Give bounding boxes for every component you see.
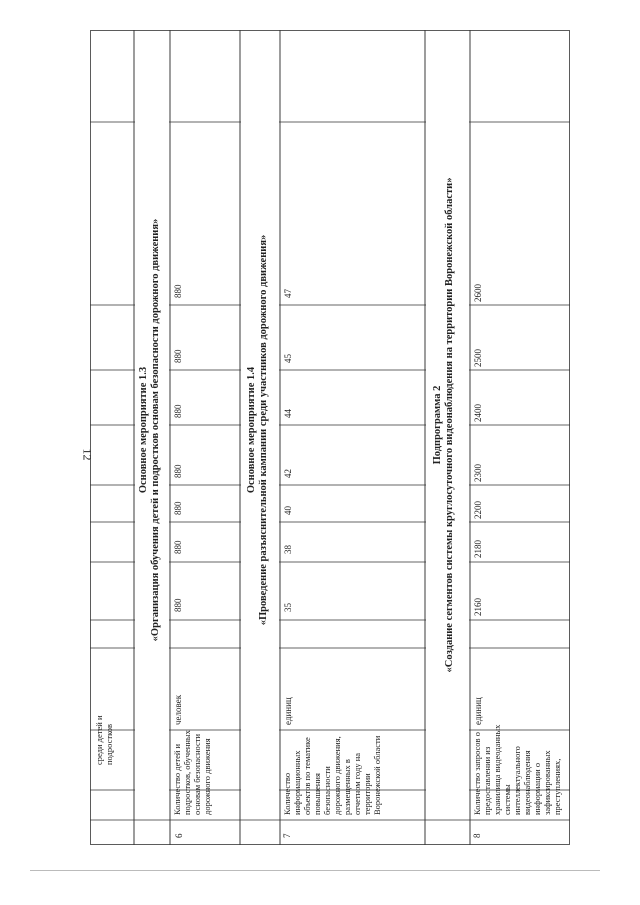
row-value: 880 <box>173 540 183 554</box>
section-heading-1: Основное мероприятие 1.3 «Организация обучения детей и подростков основам безопасности дорожного движения» <box>138 218 161 642</box>
row-unit-7: единиц <box>283 697 293 725</box>
row-number-8: 8 <box>472 833 482 838</box>
row-value: 47 <box>283 289 293 298</box>
row-value: 880 <box>173 404 183 418</box>
row-value: 2180 <box>473 540 483 558</box>
prev-row-text: среди детей и подростков <box>94 715 114 765</box>
row-value: 2500 <box>473 349 483 367</box>
indicator-table <box>90 30 570 845</box>
row-value: 2200 <box>473 501 483 519</box>
row-value: 880 <box>173 349 183 363</box>
row-value: 880 <box>173 464 183 478</box>
row-name-6: Количество детей и подростков, обученных основам безопасности дорожного движения <box>172 730 212 815</box>
row-value: 38 <box>283 545 293 554</box>
row-unit-8: единиц <box>473 697 483 725</box>
section-heading-3: Подпрограмма 2 «Создание сегментов системы круглосуточного видеонаблюдения на территории Воронежской области» <box>432 177 455 673</box>
row-number-7: 7 <box>282 833 292 838</box>
row-number-6: 6 <box>174 833 184 838</box>
row-value: 42 <box>283 469 293 478</box>
page-bottom-rule <box>30 870 600 871</box>
row-value: 2400 <box>473 404 483 422</box>
row-value: 2600 <box>473 284 483 302</box>
row-value: 40 <box>283 506 293 515</box>
row-name-7: Количество информационных объектов по тематике повышения безопасности дорожного движения, размещенных в отчетном году на территории Воронежской области <box>282 735 382 815</box>
row-unit-6: человек <box>173 694 183 725</box>
row-name-8: Количество запросов о предоставлении из хранилища видеоданных системы интеллектуального видеонаблюдения информации о зафиксированных преступлениях, <box>472 724 562 815</box>
row-value: 2300 <box>473 464 483 482</box>
row-value: 45 <box>283 354 293 363</box>
row-value: 44 <box>283 409 293 418</box>
page-number: 12 <box>80 448 95 461</box>
row-value: 35 <box>283 603 293 612</box>
row-value: 2160 <box>473 598 483 616</box>
row-value: 880 <box>173 598 183 612</box>
row-value: 880 <box>173 501 183 515</box>
row-value: 880 <box>173 284 183 298</box>
section-heading-2: Основное мероприятие 1.4 «Проведение разъяснительной кампании среди участников дорожного движения» <box>246 234 269 626</box>
